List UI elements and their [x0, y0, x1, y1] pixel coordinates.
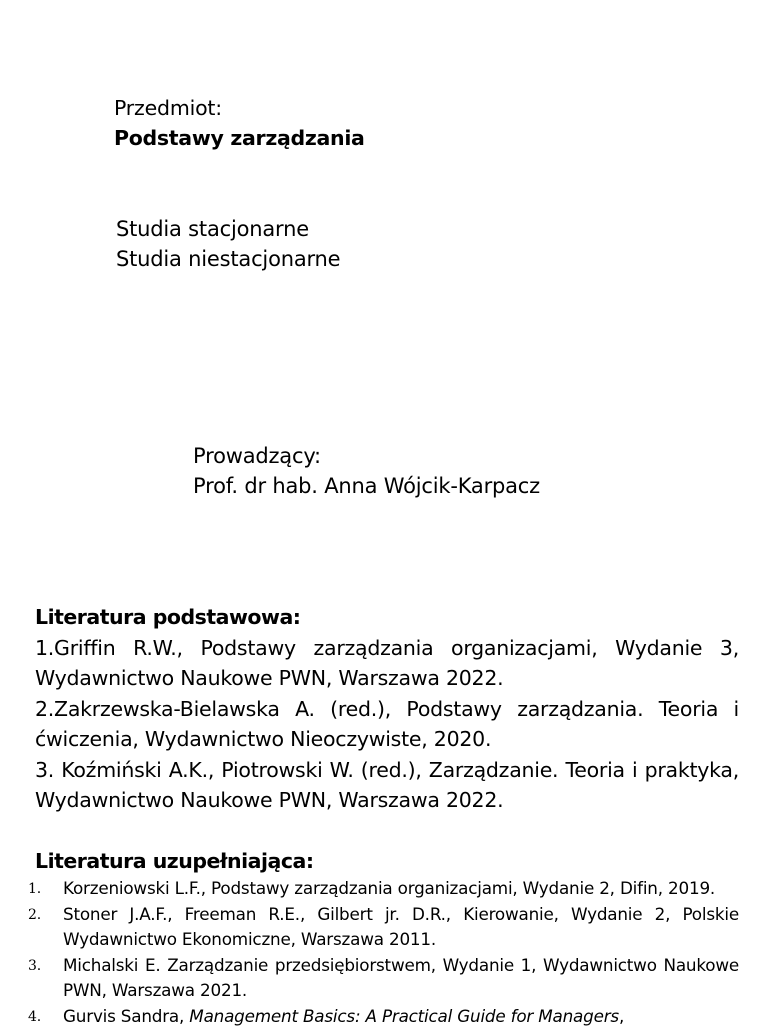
literature-extra-tail: , [619, 1006, 624, 1026]
study-mode-part-time: Studia niestacjonarne [116, 244, 340, 274]
lecturer-label: Prowadzący: [193, 441, 540, 471]
literature-extra-item [24, 902, 739, 953]
literature-basic-item: 1.Griffin R.W., Podstawy zarządzania organizacjami, Wydanie 3, Wydawnictwo Naukowe PWN, Warszawa 2022. [35, 633, 739, 694]
lecturer [193, 441, 540, 501]
literature-extra-item [24, 1004, 739, 1030]
literature-basic-item: 2.Zakrzewska-Bielawska A. (red.), Podstawy zarządzania. Teoria i ćwiczenia, Wydawnictwo Nieoczywiste, 2020. [35, 694, 739, 755]
list-number: 4. [28, 1005, 41, 1030]
literature-extra-item [24, 876, 739, 902]
literature-extra-item [24, 953, 739, 1004]
subject-label: Przedmiot: [114, 94, 222, 122]
literature-extra-list [24, 876, 739, 1029]
lecturer-name: Prof. dr hab. Anna Wójcik-Karpacz [193, 471, 540, 501]
literature-basic-heading: Literatura podstawowa: [35, 602, 739, 633]
literature-extra [24, 846, 739, 1029]
literature-extra-text: Stoner J.A.F., Freeman R.E., Gilbert jr. D.R., Kierowanie, Wydanie 2, Polskie Wydawnictwo Ekonomiczne, Warszawa 2011. [63, 904, 739, 950]
literature-extra-heading: Literatura uzupełniająca: [24, 846, 739, 876]
list-number: 3. [28, 954, 41, 980]
literature-extra-author: Gurvis Sandra, [63, 1006, 189, 1026]
literature-extra-text: Michalski E. Zarządzanie przedsiębiorstwem, Wydanie 1, Wydawnictwo Naukowe PWN, Warszawa 2021. [63, 955, 739, 1001]
literature-extra-title: Management Basics: A Practical Guide for Managers [189, 1006, 619, 1026]
list-number: 1. [28, 877, 41, 903]
literature-extra-text: Korzeniowski L.F., Podstawy zarządzania organizacjami, Wydanie 2, Difin, 2019. [63, 878, 715, 898]
literature-basic [35, 602, 739, 816]
study-modes [116, 214, 340, 274]
literature-basic-item: 3. Koźmiński A.K., Piotrowski W. (red.), Zarządzanie. Teoria i praktyka, Wydawnictwo Naukowe PWN, Warszawa 2022. [35, 755, 739, 816]
list-number: 2. [28, 903, 41, 929]
subject-title: Podstawy zarządzania [114, 124, 365, 152]
study-mode-full-time: Studia stacjonarne [116, 214, 340, 244]
